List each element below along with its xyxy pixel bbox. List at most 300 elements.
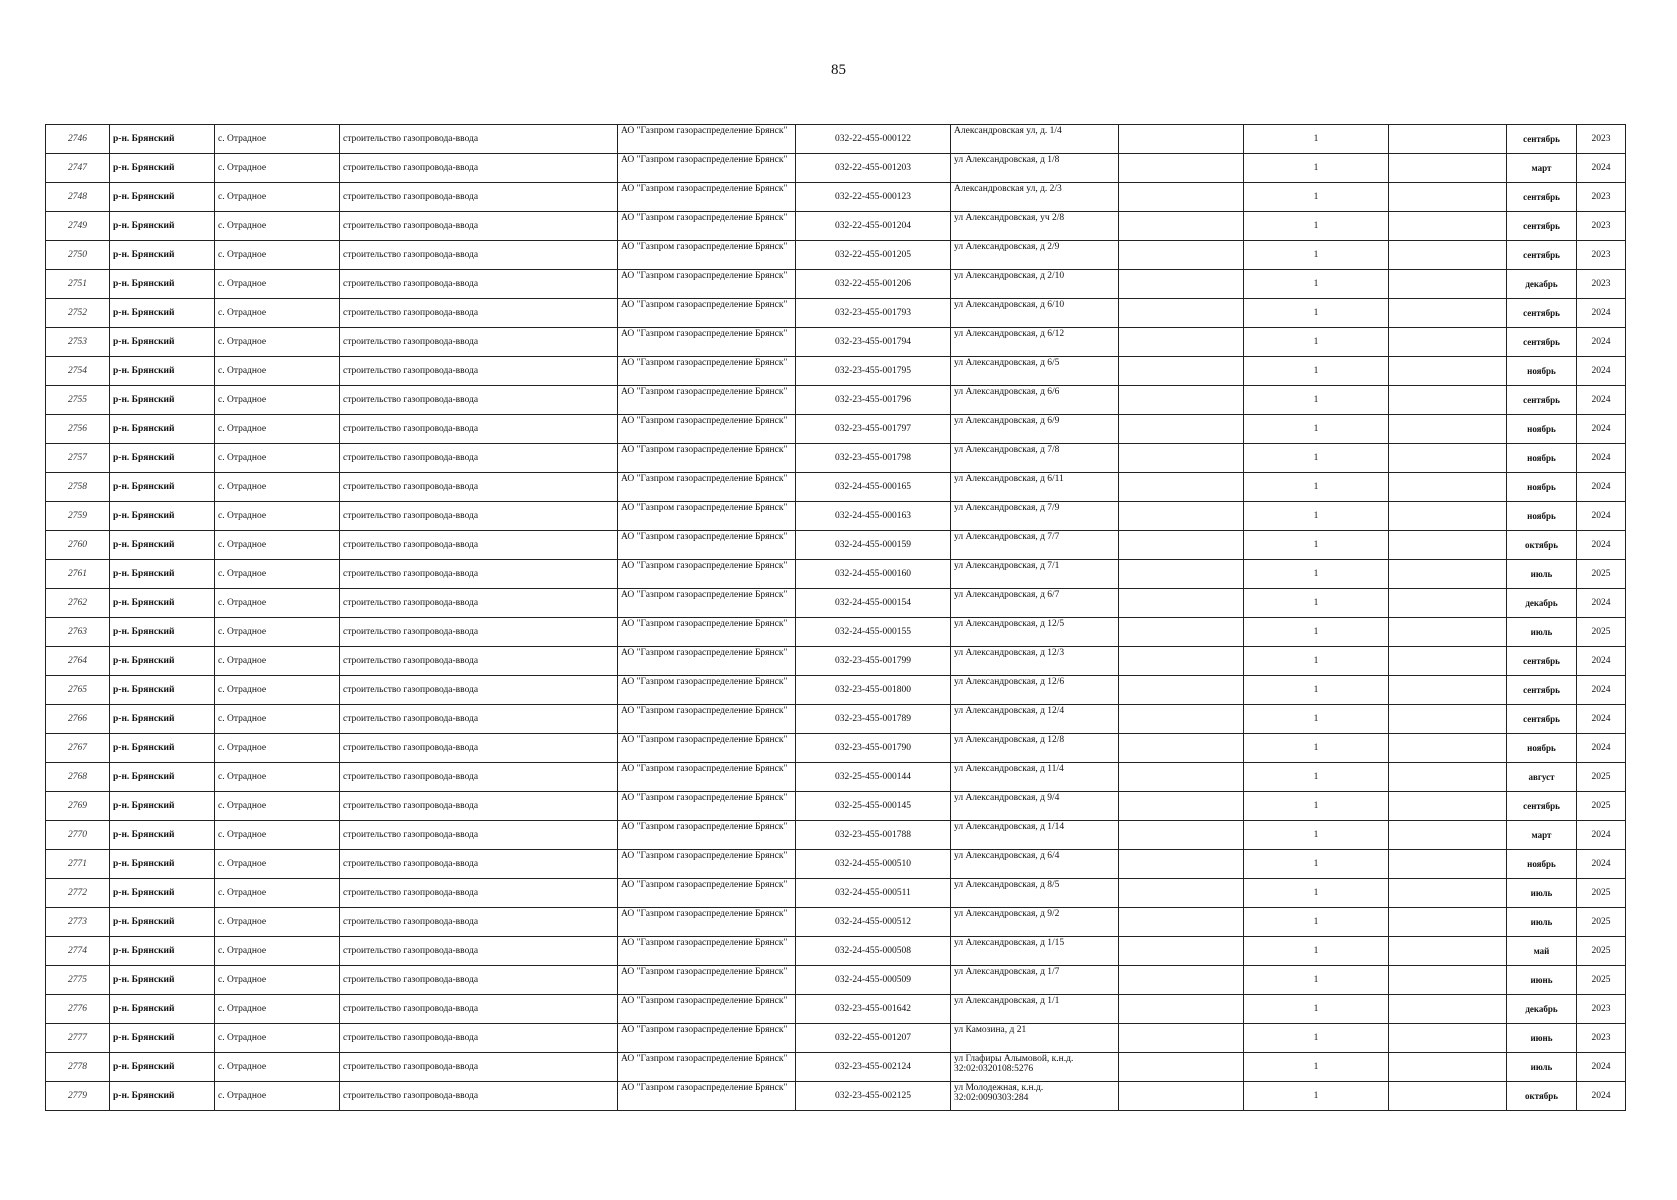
work-type-cell: строительство газопровода-ввода xyxy=(340,618,618,647)
empty-cell xyxy=(1389,531,1507,560)
address-cell: Александровская ул, д. 1/4 xyxy=(951,125,1119,154)
organization-cell: АО "Газпром газораспределение Брянск" xyxy=(618,647,796,676)
work-type-cell: строительство газопровода-ввода xyxy=(340,502,618,531)
row-number: 2778 xyxy=(46,1053,110,1082)
organization-cell: АО "Газпром газораспределение Брянск" xyxy=(618,183,796,212)
month-cell: сентябрь xyxy=(1507,328,1577,357)
row-number: 2773 xyxy=(46,908,110,937)
settlement-cell: с. Отрадное xyxy=(215,241,340,270)
row-number: 2777 xyxy=(46,1024,110,1053)
month-cell: май xyxy=(1507,937,1577,966)
quantity-cell: 1 xyxy=(1244,966,1389,995)
empty-cell xyxy=(1119,270,1244,299)
district-cell: р-н. Брянский xyxy=(110,473,215,502)
settlement-cell: с. Отрадное xyxy=(215,647,340,676)
row-number: 2752 xyxy=(46,299,110,328)
year-cell: 2024 xyxy=(1577,647,1626,676)
year-cell: 2024 xyxy=(1577,299,1626,328)
row-number: 2775 xyxy=(46,966,110,995)
empty-cell xyxy=(1389,647,1507,676)
settlement-cell: с. Отрадное xyxy=(215,937,340,966)
empty-cell xyxy=(1389,386,1507,415)
empty-cell xyxy=(1119,966,1244,995)
quantity-cell: 1 xyxy=(1244,676,1389,705)
year-cell: 2024 xyxy=(1577,473,1626,502)
table-row xyxy=(46,676,1626,705)
quantity-cell: 1 xyxy=(1244,705,1389,734)
work-type-cell: строительство газопровода-ввода xyxy=(340,560,618,589)
object-code-cell: 032-23-455-001795 xyxy=(796,357,951,386)
month-cell: июль xyxy=(1507,560,1577,589)
table-row xyxy=(46,212,1626,241)
table-row xyxy=(46,270,1626,299)
table-row xyxy=(46,879,1626,908)
district-cell: р-н. Брянский xyxy=(110,299,215,328)
work-type-cell: строительство газопровода-ввода xyxy=(340,183,618,212)
year-cell: 2024 xyxy=(1577,821,1626,850)
object-code-cell: 032-23-455-002124 xyxy=(796,1053,951,1082)
empty-cell xyxy=(1389,937,1507,966)
empty-cell xyxy=(1119,705,1244,734)
month-cell: сентябрь xyxy=(1507,386,1577,415)
work-type-cell: строительство газопровода-ввода xyxy=(340,908,618,937)
work-type-cell: строительство газопровода-ввода xyxy=(340,328,618,357)
quantity-cell: 1 xyxy=(1244,1082,1389,1111)
month-cell: сентябрь xyxy=(1507,183,1577,212)
settlement-cell: с. Отрадное xyxy=(215,995,340,1024)
address-cell: Александровская ул, д. 2/3 xyxy=(951,183,1119,212)
object-code-cell: 032-23-455-001793 xyxy=(796,299,951,328)
object-code-cell: 032-23-455-001799 xyxy=(796,647,951,676)
empty-cell xyxy=(1389,328,1507,357)
month-cell: март xyxy=(1507,154,1577,183)
district-cell: р-н. Брянский xyxy=(110,125,215,154)
object-code-cell: 032-25-455-000145 xyxy=(796,792,951,821)
address-cell: ул Александровская, д 1/15 xyxy=(951,937,1119,966)
year-cell: 2025 xyxy=(1577,937,1626,966)
district-cell: р-н. Брянский xyxy=(110,647,215,676)
organization-cell: АО "Газпром газораспределение Брянск" xyxy=(618,589,796,618)
address-cell: ул Александровская, д 12/5 xyxy=(951,618,1119,647)
month-cell: ноябрь xyxy=(1507,734,1577,763)
quantity-cell: 1 xyxy=(1244,241,1389,270)
row-number: 2751 xyxy=(46,270,110,299)
work-type-cell: строительство газопровода-ввода xyxy=(340,966,618,995)
year-cell: 2024 xyxy=(1577,734,1626,763)
empty-cell xyxy=(1389,357,1507,386)
district-cell: р-н. Брянский xyxy=(110,966,215,995)
table-row xyxy=(46,792,1626,821)
quantity-cell: 1 xyxy=(1244,792,1389,821)
month-cell: сентябрь xyxy=(1507,647,1577,676)
table-row xyxy=(46,299,1626,328)
row-number: 2767 xyxy=(46,734,110,763)
row-number: 2758 xyxy=(46,473,110,502)
address-cell: ул Александровская, д 7/9 xyxy=(951,502,1119,531)
row-number: 2776 xyxy=(46,995,110,1024)
address-cell: ул Александровская, д 6/6 xyxy=(951,386,1119,415)
address-cell: ул Александровская, д 1/1 xyxy=(951,995,1119,1024)
work-type-cell: строительство газопровода-ввода xyxy=(340,531,618,560)
address-cell: ул Александровская, д 6/7 xyxy=(951,589,1119,618)
organization-cell: АО "Газпром газораспределение Брянск" xyxy=(618,1082,796,1111)
settlement-cell: с. Отрадное xyxy=(215,821,340,850)
address-cell: ул Александровская, д 12/4 xyxy=(951,705,1119,734)
quantity-cell: 1 xyxy=(1244,212,1389,241)
empty-cell xyxy=(1119,502,1244,531)
district-cell: р-н. Брянский xyxy=(110,560,215,589)
address-cell: ул Молодежная, к.н.д. 32:02:0090303:284 xyxy=(951,1082,1119,1111)
empty-cell xyxy=(1389,850,1507,879)
object-code-cell: 032-22-455-000122 xyxy=(796,125,951,154)
year-cell: 2025 xyxy=(1577,618,1626,647)
table-row xyxy=(46,763,1626,792)
empty-cell xyxy=(1119,125,1244,154)
address-cell: ул Александровская, д 7/1 xyxy=(951,560,1119,589)
row-number: 2770 xyxy=(46,821,110,850)
work-type-cell: строительство газопровода-ввода xyxy=(340,589,618,618)
quantity-cell: 1 xyxy=(1244,908,1389,937)
empty-cell xyxy=(1119,154,1244,183)
row-number: 2748 xyxy=(46,183,110,212)
work-type-cell: строительство газопровода-ввода xyxy=(340,1082,618,1111)
table-row xyxy=(46,647,1626,676)
address-cell: ул Александровская, д 12/6 xyxy=(951,676,1119,705)
year-cell: 2024 xyxy=(1577,705,1626,734)
month-cell: сентябрь xyxy=(1507,299,1577,328)
year-cell: 2023 xyxy=(1577,241,1626,270)
work-type-cell: строительство газопровода-ввода xyxy=(340,937,618,966)
empty-cell xyxy=(1119,328,1244,357)
year-cell: 2024 xyxy=(1577,589,1626,618)
empty-cell xyxy=(1119,821,1244,850)
organization-cell: АО "Газпром газораспределение Брянск" xyxy=(618,270,796,299)
object-code-cell: 032-23-455-001796 xyxy=(796,386,951,415)
row-number: 2761 xyxy=(46,560,110,589)
quantity-cell: 1 xyxy=(1244,1053,1389,1082)
settlement-cell: с. Отрадное xyxy=(215,879,340,908)
work-type-cell: строительство газопровода-ввода xyxy=(340,792,618,821)
object-code-cell: 032-25-455-000144 xyxy=(796,763,951,792)
work-type-cell: строительство газопровода-ввода xyxy=(340,676,618,705)
organization-cell: АО "Газпром газораспределение Брянск" xyxy=(618,473,796,502)
address-cell: ул Александровская, д 7/8 xyxy=(951,444,1119,473)
settlement-cell: с. Отрадное xyxy=(215,328,340,357)
month-cell: март xyxy=(1507,821,1577,850)
year-cell: 2024 xyxy=(1577,386,1626,415)
table-row xyxy=(46,357,1626,386)
month-cell: сентябрь xyxy=(1507,125,1577,154)
empty-cell xyxy=(1119,908,1244,937)
empty-cell xyxy=(1389,212,1507,241)
table-row xyxy=(46,531,1626,560)
organization-cell: АО "Газпром газораспределение Брянск" xyxy=(618,386,796,415)
work-type-cell: строительство газопровода-ввода xyxy=(340,705,618,734)
district-cell: р-н. Брянский xyxy=(110,763,215,792)
address-cell: ул Александровская, д 8/5 xyxy=(951,879,1119,908)
district-cell: р-н. Брянский xyxy=(110,1024,215,1053)
empty-cell xyxy=(1389,270,1507,299)
empty-cell xyxy=(1119,386,1244,415)
work-type-cell: строительство газопровода-ввода xyxy=(340,299,618,328)
address-cell: ул Александровская, д 6/9 xyxy=(951,415,1119,444)
table-row xyxy=(46,1053,1626,1082)
settlement-cell: с. Отрадное xyxy=(215,705,340,734)
row-number: 2755 xyxy=(46,386,110,415)
district-cell: р-н. Брянский xyxy=(110,241,215,270)
month-cell: июль xyxy=(1507,879,1577,908)
work-type-cell: строительство газопровода-ввода xyxy=(340,763,618,792)
district-cell: р-н. Брянский xyxy=(110,937,215,966)
row-number: 2753 xyxy=(46,328,110,357)
table-row xyxy=(46,473,1626,502)
empty-cell xyxy=(1389,241,1507,270)
object-code-cell: 032-22-455-001207 xyxy=(796,1024,951,1053)
quantity-cell: 1 xyxy=(1244,183,1389,212)
organization-cell: АО "Газпром газораспределение Брянск" xyxy=(618,937,796,966)
year-cell: 2024 xyxy=(1577,531,1626,560)
organization-cell: АО "Газпром газораспределение Брянск" xyxy=(618,850,796,879)
empty-cell xyxy=(1389,908,1507,937)
address-cell: ул Александровская, д 1/8 xyxy=(951,154,1119,183)
quantity-cell: 1 xyxy=(1244,618,1389,647)
row-number: 2772 xyxy=(46,879,110,908)
address-cell: ул Александровская, уч 2/8 xyxy=(951,212,1119,241)
empty-cell xyxy=(1389,763,1507,792)
address-cell: ул Александровская, д 9/2 xyxy=(951,908,1119,937)
district-cell: р-н. Брянский xyxy=(110,705,215,734)
object-code-cell: 032-24-455-000509 xyxy=(796,966,951,995)
row-number: 2754 xyxy=(46,357,110,386)
object-code-cell: 032-24-455-000512 xyxy=(796,908,951,937)
empty-cell xyxy=(1119,792,1244,821)
object-code-cell: 032-23-455-001800 xyxy=(796,676,951,705)
work-type-cell: строительство газопровода-ввода xyxy=(340,879,618,908)
row-number: 2779 xyxy=(46,1082,110,1111)
table-row xyxy=(46,183,1626,212)
district-cell: р-н. Брянский xyxy=(110,270,215,299)
address-cell: ул Александровская, д 6/12 xyxy=(951,328,1119,357)
empty-cell xyxy=(1389,560,1507,589)
organization-cell: АО "Газпром газораспределение Брянск" xyxy=(618,531,796,560)
organization-cell: АО "Газпром газораспределение Брянск" xyxy=(618,415,796,444)
empty-cell xyxy=(1119,589,1244,618)
object-code-cell: 032-23-455-001797 xyxy=(796,415,951,444)
settlement-cell: с. Отрадное xyxy=(215,618,340,647)
object-code-cell: 032-23-455-002125 xyxy=(796,1082,951,1111)
empty-cell xyxy=(1389,502,1507,531)
settlement-cell: с. Отрадное xyxy=(215,763,340,792)
month-cell: сентябрь xyxy=(1507,241,1577,270)
year-cell: 2025 xyxy=(1577,792,1626,821)
address-cell: ул Александровская, д 1/7 xyxy=(951,966,1119,995)
row-number: 2750 xyxy=(46,241,110,270)
work-type-cell: строительство газопровода-ввода xyxy=(340,415,618,444)
settlement-cell: с. Отрадное xyxy=(215,212,340,241)
empty-cell xyxy=(1119,618,1244,647)
row-number: 2760 xyxy=(46,531,110,560)
quantity-cell: 1 xyxy=(1244,154,1389,183)
empty-cell xyxy=(1389,995,1507,1024)
empty-cell xyxy=(1119,850,1244,879)
empty-cell xyxy=(1119,415,1244,444)
row-number: 2749 xyxy=(46,212,110,241)
settlement-cell: с. Отрадное xyxy=(215,792,340,821)
table-row xyxy=(46,125,1626,154)
settlement-cell: с. Отрадное xyxy=(215,908,340,937)
organization-cell: АО "Газпром газораспределение Брянск" xyxy=(618,879,796,908)
address-cell: ул Александровская, д 6/11 xyxy=(951,473,1119,502)
district-cell: р-н. Брянский xyxy=(110,502,215,531)
work-type-cell: строительство газопровода-ввода xyxy=(340,386,618,415)
empty-cell xyxy=(1389,705,1507,734)
settlement-cell: с. Отрадное xyxy=(215,734,340,763)
empty-cell xyxy=(1119,937,1244,966)
page-number: 85 xyxy=(831,62,846,78)
object-code-cell: 032-22-455-001203 xyxy=(796,154,951,183)
month-cell: ноябрь xyxy=(1507,850,1577,879)
empty-cell xyxy=(1389,299,1507,328)
work-type-cell: строительство газопровода-ввода xyxy=(340,1024,618,1053)
district-cell: р-н. Брянский xyxy=(110,908,215,937)
month-cell: ноябрь xyxy=(1507,357,1577,386)
organization-cell: АО "Газпром газораспределение Брянск" xyxy=(618,125,796,154)
quantity-cell: 1 xyxy=(1244,125,1389,154)
row-number: 2747 xyxy=(46,154,110,183)
settlement-cell: с. Отрадное xyxy=(215,1053,340,1082)
table-row xyxy=(46,821,1626,850)
quantity-cell: 1 xyxy=(1244,589,1389,618)
empty-cell xyxy=(1119,879,1244,908)
organization-cell: АО "Газпром газораспределение Брянск" xyxy=(618,328,796,357)
district-cell: р-н. Брянский xyxy=(110,183,215,212)
quantity-cell: 1 xyxy=(1244,763,1389,792)
organization-cell: АО "Газпром газораспределение Брянск" xyxy=(618,154,796,183)
empty-cell xyxy=(1389,676,1507,705)
year-cell: 2024 xyxy=(1577,850,1626,879)
row-number: 2774 xyxy=(46,937,110,966)
month-cell: сентябрь xyxy=(1507,705,1577,734)
settlement-cell: с. Отрадное xyxy=(215,154,340,183)
year-cell: 2023 xyxy=(1577,212,1626,241)
empty-cell xyxy=(1389,125,1507,154)
quantity-cell: 1 xyxy=(1244,734,1389,763)
object-code-cell: 032-24-455-000163 xyxy=(796,502,951,531)
organization-cell: АО "Газпром газораспределение Брянск" xyxy=(618,618,796,647)
work-type-cell: строительство газопровода-ввода xyxy=(340,734,618,763)
month-cell: июль xyxy=(1507,618,1577,647)
empty-cell xyxy=(1119,241,1244,270)
empty-cell xyxy=(1119,299,1244,328)
settlement-cell: с. Отрадное xyxy=(215,966,340,995)
district-cell: р-н. Брянский xyxy=(110,879,215,908)
row-number: 2762 xyxy=(46,589,110,618)
object-code-cell: 032-24-455-000160 xyxy=(796,560,951,589)
row-number: 2756 xyxy=(46,415,110,444)
organization-cell: АО "Газпром газораспределение Брянск" xyxy=(618,792,796,821)
organization-cell: АО "Газпром газораспределение Брянск" xyxy=(618,1053,796,1082)
table-row xyxy=(46,444,1626,473)
table-row xyxy=(46,1024,1626,1053)
row-number: 2746 xyxy=(46,125,110,154)
quantity-cell: 1 xyxy=(1244,502,1389,531)
organization-cell: АО "Газпром газораспределение Брянск" xyxy=(618,995,796,1024)
empty-cell xyxy=(1119,1082,1244,1111)
settlement-cell: с. Отрадное xyxy=(215,473,340,502)
month-cell: ноябрь xyxy=(1507,502,1577,531)
year-cell: 2024 xyxy=(1577,676,1626,705)
district-cell: р-н. Брянский xyxy=(110,734,215,763)
district-cell: р-н. Брянский xyxy=(110,531,215,560)
object-code-cell: 032-24-455-000159 xyxy=(796,531,951,560)
row-number: 2769 xyxy=(46,792,110,821)
table-row xyxy=(46,618,1626,647)
work-type-cell: строительство газопровода-ввода xyxy=(340,473,618,502)
district-cell: р-н. Брянский xyxy=(110,212,215,241)
address-cell: ул Александровская, д 1/14 xyxy=(951,821,1119,850)
quantity-cell: 1 xyxy=(1244,444,1389,473)
empty-cell xyxy=(1389,1024,1507,1053)
settlement-cell: с. Отрадное xyxy=(215,850,340,879)
year-cell: 2024 xyxy=(1577,154,1626,183)
year-cell: 2023 xyxy=(1577,125,1626,154)
work-type-cell: строительство газопровода-ввода xyxy=(340,125,618,154)
district-cell: р-н. Брянский xyxy=(110,995,215,1024)
settlement-cell: с. Отрадное xyxy=(215,531,340,560)
year-cell: 2025 xyxy=(1577,560,1626,589)
object-code-cell: 032-22-455-001204 xyxy=(796,212,951,241)
month-cell: июль xyxy=(1507,1053,1577,1082)
object-code-cell: 032-24-455-000510 xyxy=(796,850,951,879)
year-cell: 2024 xyxy=(1577,1082,1626,1111)
object-code-cell: 032-24-455-000154 xyxy=(796,589,951,618)
year-cell: 2025 xyxy=(1577,763,1626,792)
quantity-cell: 1 xyxy=(1244,1024,1389,1053)
quantity-cell: 1 xyxy=(1244,473,1389,502)
table-row xyxy=(46,734,1626,763)
empty-cell xyxy=(1389,154,1507,183)
empty-cell xyxy=(1119,444,1244,473)
work-type-cell: строительство газопровода-ввода xyxy=(340,212,618,241)
district-cell: р-н. Брянский xyxy=(110,328,215,357)
row-number: 2757 xyxy=(46,444,110,473)
settlement-cell: с. Отрадное xyxy=(215,589,340,618)
table-row xyxy=(46,995,1626,1024)
organization-cell: АО "Газпром газораспределение Брянск" xyxy=(618,908,796,937)
empty-cell xyxy=(1389,618,1507,647)
empty-cell xyxy=(1119,1024,1244,1053)
table-body xyxy=(46,125,1626,1111)
quantity-cell: 1 xyxy=(1244,299,1389,328)
quantity-cell: 1 xyxy=(1244,560,1389,589)
settlement-cell: с. Отрадное xyxy=(215,1024,340,1053)
empty-cell xyxy=(1119,647,1244,676)
settlement-cell: с. Отрадное xyxy=(215,415,340,444)
organization-cell: АО "Газпром газораспределение Брянск" xyxy=(618,241,796,270)
empty-cell xyxy=(1119,183,1244,212)
row-number: 2759 xyxy=(46,502,110,531)
row-number: 2766 xyxy=(46,705,110,734)
month-cell: декабрь xyxy=(1507,270,1577,299)
month-cell: декабрь xyxy=(1507,995,1577,1024)
object-code-cell: 032-23-455-001789 xyxy=(796,705,951,734)
address-cell: ул Александровская, д 6/5 xyxy=(951,357,1119,386)
quantity-cell: 1 xyxy=(1244,386,1389,415)
settlement-cell: с. Отрадное xyxy=(215,299,340,328)
work-type-cell: строительство газопровода-ввода xyxy=(340,995,618,1024)
object-code-cell: 032-23-455-001798 xyxy=(796,444,951,473)
object-code-cell: 032-24-455-000165 xyxy=(796,473,951,502)
